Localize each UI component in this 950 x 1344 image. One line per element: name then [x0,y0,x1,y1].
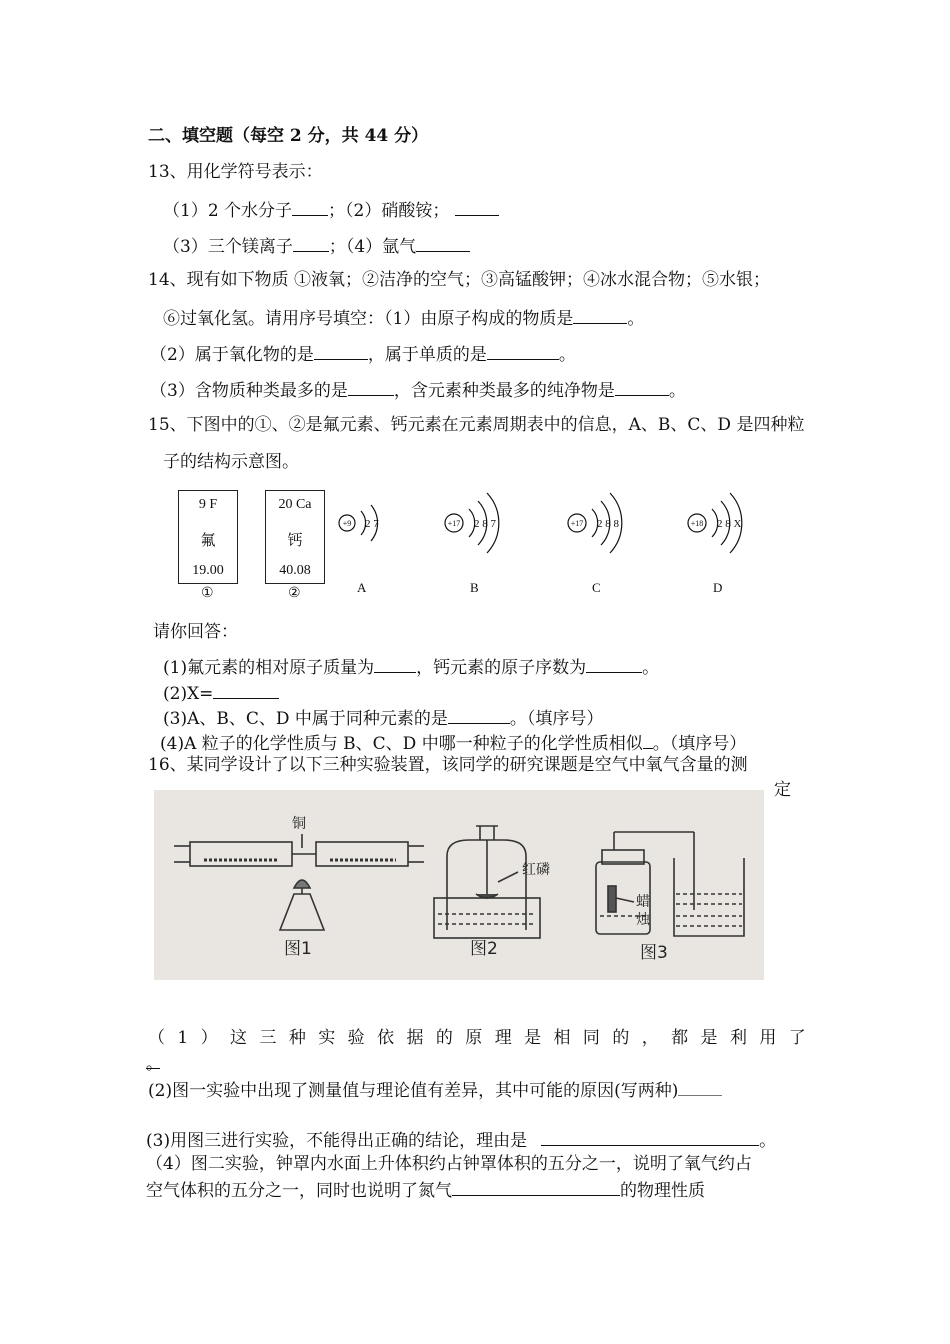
answer-blank[interactable] [452,1177,620,1196]
apparatus-drawing [154,790,764,980]
water-trough [434,898,540,938]
q14-line2 [163,305,644,331]
answer-blank[interactable] [314,341,368,360]
answer-blank[interactable] [292,197,328,216]
answer-blank[interactable] [448,705,510,724]
label-candle: 蜡 [636,894,650,910]
q13-part2: ；（2）硝酸铵； [328,201,450,221]
q13-part3: （3）三个镁离子 [163,237,293,257]
q15-text: 。（填序号） [652,734,747,754]
pointer-line [498,872,518,882]
q16-s1-char: 种 [288,1028,306,1048]
atom-D [688,493,742,553]
q16-s1 [148,1026,806,1050]
q16-s1-char: 验 [347,1028,365,1048]
q16-line1-end: 定 [774,780,791,800]
q16-s1-char: 1 [177,1028,189,1048]
candle [608,886,616,912]
label-copper: 铜 [292,816,306,832]
period: 。 [146,1054,163,1074]
element-mass: 40.08 [279,563,311,578]
answer-blank[interactable] [586,654,642,673]
q16-s1-char: 依 [377,1028,395,1048]
glass-tube [316,842,408,866]
q16-text: 的物理性质 [620,1181,705,1201]
q16-s1-char: 这 [230,1028,248,1048]
q16-s1-char: 是 [700,1028,718,1048]
atom-label: D [713,580,723,595]
atom-C [568,493,622,553]
figure-2-caption: 图2 [470,939,498,959]
period: 。 [759,1131,777,1151]
q15-text: 。（填序号） [509,709,604,729]
q16-s1-char: 都 [671,1028,689,1048]
q14-line4 [150,377,686,403]
card-tag: ① [201,586,214,601]
card-tag: ② [288,586,301,601]
q13-stem: 13、用化学符号表示： [148,162,323,182]
q15-line1: 15、下图中的①、②是氟元素、钙元素在元素周期表中的信息，A、B、C、D 是四种粒 [148,415,805,435]
q16-s1-char: 用 [759,1028,777,1048]
figure-3-caption: 图3 [640,943,668,963]
q16-s1-char: 据 [406,1028,424,1048]
answer-blank[interactable] [615,377,669,396]
q16-s4a: （4）图二实验，钟罩内水面上升体积约占钟罩体积的五分之一，说明了氧气约占 [146,1154,752,1174]
flame-icon [294,880,310,888]
atom-label: C [592,580,601,595]
label-phosphorus: 红磷 [522,862,550,878]
section-title: 二、填空题（每空 2 分，共 44 分） [148,126,429,146]
period: 。 [627,309,645,329]
answer-blank[interactable] [213,680,279,699]
answer-blank[interactable] [348,377,394,396]
q14-line3 [150,341,576,367]
period: 。 [642,658,660,678]
answer-blank[interactable] [678,1077,722,1096]
shell-electrons: 2 8 8 [597,518,619,530]
q15-a2 [163,680,279,706]
label-candle: 烛 [636,912,650,928]
nucleus-charge: +18 [690,519,704,528]
q13-part4: ；（4）氩气 [328,237,417,257]
pointer-line [616,898,634,902]
shell-electrons: 2 7 [365,518,379,530]
element-name: 钙 [287,533,303,549]
answer-blank[interactable] [643,730,653,749]
element-card-calcium [265,490,325,584]
atom-structure-diagrams [325,482,780,597]
q14-text: ，属于单质的是 [367,345,487,365]
q16-s1-char: 了 [788,1028,806,1048]
q16-s1-char: 的 [435,1028,453,1048]
shell-electrons: 2 8 7 [474,518,496,530]
glass-tube [190,842,292,866]
q13-line2 [163,233,470,259]
answer-blank[interactable] [487,341,559,360]
q15-line2: 子的结构示意图。 [163,452,299,472]
q16-s1-char: 实 [318,1028,336,1048]
q14-text: ，含元素种类最多的纯净物是 [393,381,615,401]
nucleus-charge: +17 [570,519,584,528]
atom-label: A [357,580,367,595]
q16-s1-char: 是 [524,1028,542,1048]
q16-s3 [146,1127,776,1153]
answer-blank[interactable] [416,233,470,252]
q15-a1 [163,654,659,680]
q16-s4b [146,1177,705,1203]
element-number-symbol: 20 Ca [278,497,312,512]
q16-s1-char: 相 [553,1028,571,1048]
q15-ask: 请你回答： [153,622,238,642]
q16-s1-char: （ [148,1028,165,1048]
q16-s1-char: 三 [259,1028,277,1048]
q14-text: （3）含物质种类最多的是 [150,381,348,401]
q16-line1: 16、某同学设计了以下三种实验装置，该同学的研究课题是空气中氧气含量的测 [148,755,748,775]
q16-s1-char: 的 [612,1028,630,1048]
beaker [674,858,744,936]
q15-a3 [163,705,603,731]
element-name: 氟 [200,533,216,549]
period: 。 [668,381,686,401]
answer-blank[interactable] [374,654,416,673]
atom-B [445,493,499,553]
burner-icon [280,894,324,930]
q15-text: (3)A、B、C、D 中属于同种元素的是 [163,709,448,729]
q15-text: (1)氟元素的相对原子质量为 [163,658,375,678]
answer-blank[interactable] [455,197,499,216]
q16-s2 [148,1077,722,1103]
q16-s1-char: ， [641,1028,659,1048]
q15-text: (4)A 粒子的化学性质与 B、C、D 中哪一种粒子的化学性质相似 [160,734,643,754]
q13-part1: （1）2 个水分子 [163,201,293,221]
q14-line1: 14、现有如下物质 ①液氧；②洁净的空气；③高锰酸钾；④冰水混合物；⑤水银； [148,270,771,290]
element-number-symbol: 9 F [198,497,218,512]
q16-s1-char: 原 [465,1028,483,1048]
q16-s1-char: 同 [582,1028,600,1048]
shell-electrons: 2 8 X [717,518,742,530]
answer-blank[interactable] [573,305,627,324]
nucleus-charge: +17 [447,519,461,528]
answer-blank[interactable] [293,233,329,252]
element-card-fluorine [178,490,238,584]
q15-text: ，钙元素的原子序数为 [416,658,587,678]
q14-text: ⑥过氧化氢。请用序号填空：（1）由原子构成的物质是 [163,309,574,329]
element-mass: 19.00 [192,563,224,578]
atom-A [339,505,379,541]
q14-text: （2）属于氧化物的是 [150,345,314,365]
answer-blank[interactable] [541,1127,759,1146]
q16-s1-char: ） [200,1028,218,1048]
q16-s1-end [146,1052,163,1076]
figure-1-caption: 图1 [284,939,312,959]
q16-text: (2)图一实验中出现了测量值与理论值有差异，其中可能的原因(写两种) [148,1081,679,1101]
q16-s1-char: 理 [494,1028,512,1048]
q15-text: (2)X= [163,684,214,704]
q13-line1 [163,197,499,223]
period: 。 [558,345,576,365]
q16-s1-char: 利 [729,1028,747,1048]
experiment-figure [154,790,764,980]
q16-text: (3)用图三进行实验，不能得出正确的结论，理由是 [146,1131,528,1151]
nucleus-charge: +9 [342,519,352,528]
q16-text: 空气体积的五分之一，同时也说明了氮气 [146,1181,452,1201]
atom-label: B [470,580,479,595]
